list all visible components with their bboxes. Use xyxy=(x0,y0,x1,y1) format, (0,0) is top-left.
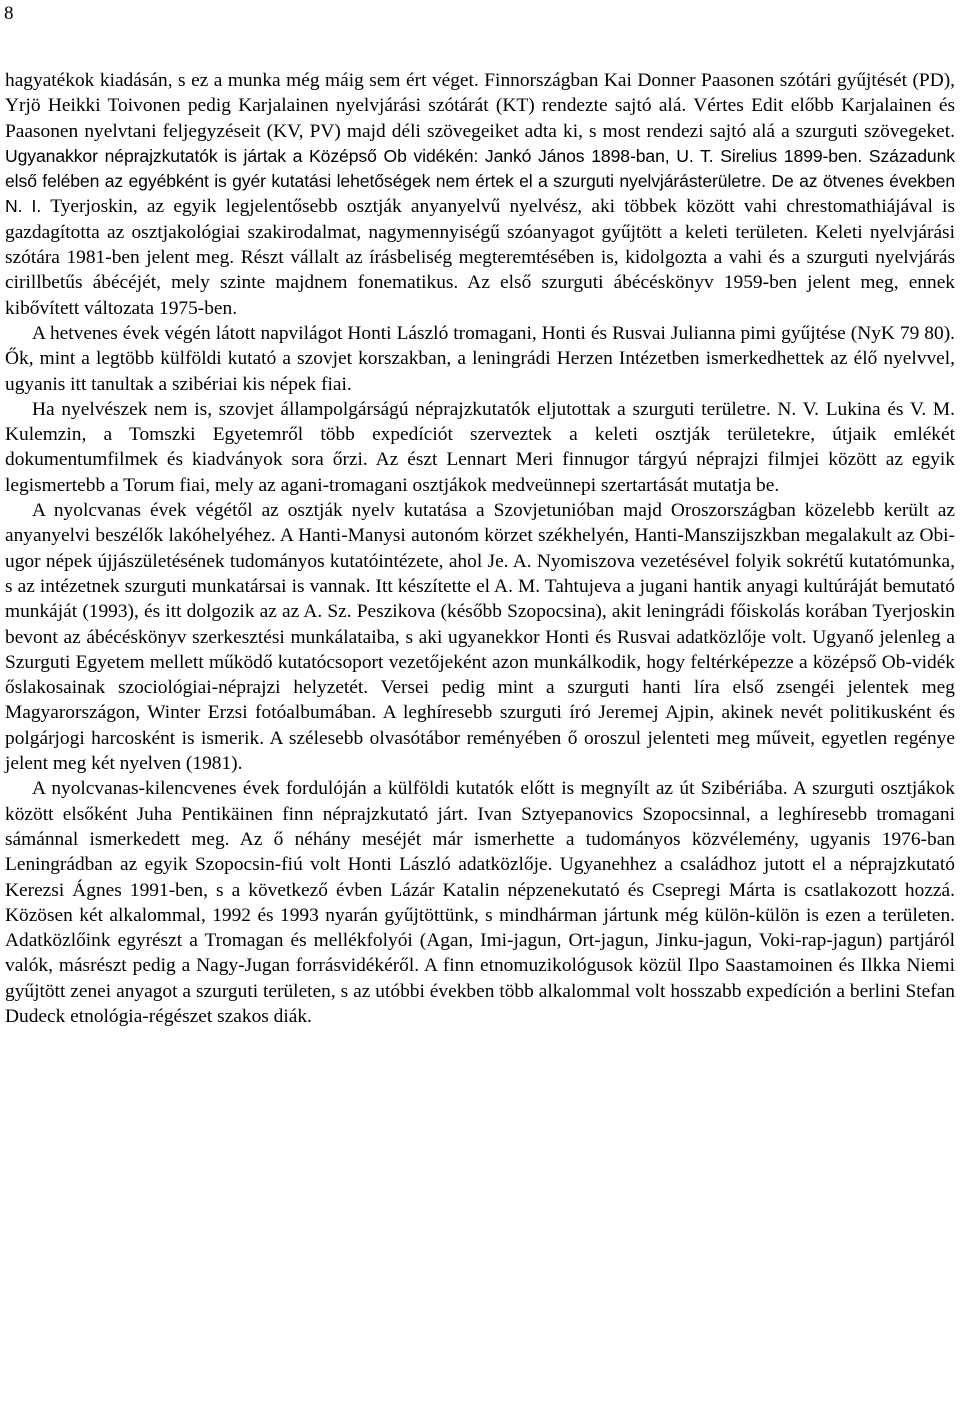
page-number: 8 xyxy=(4,3,14,24)
paragraph xyxy=(5,498,955,776)
text-run: A nyolcvanas évek végétől az osztják nyelv kutatása a Szovjetunióban majd Oroszországban közelebb került az anyanyelvi beszélők lakóhelyéhez. A Hanti-Manysi autonóm körzet székhelyén, Hanti-Manszijszkban megalakult az Obi-ugor népek újjászületésének tudományos kutatóintézete, ahol Je. A. Nyomiszova vezetésével folyik sokrétű kutatómunka, s az intézetnek szurguti munkatársai is vannak. Itt készítette el A. M. Tahtujeva a jugani hantik anyagi kultúráját bemutató munkáját (1993), és itt dolgozik az az A. Sz. Peszikova (később Szopocsina), akit leningrádi főiskolás korában Tyerjoskin bevont az ábécéskönyv szerkesztési munkálataiba, s aki ugyanekkor Honti és Rusvai adatközlője volt. Ugyanő jelenleg a Szurguti Egyetem mellett működő kutatócsoport vezetőjeként azon munkálkodik, hogy feltérképezze a középső Ob-vidék őslakosainak szociológiai-néprajzi helyzetét. Versei pedig mint a szurguti hanti líra első zsengéi jelentek meg Magyarországon, Winter Erzsi fotóalbumában. A leghíresebb szurguti író Jeremej Ajpin, akinek nevét politikusként és polgárjogi harcosként is ismerik. A szélesebb olvasótábor reményében ő oroszul jelenteti meg műveit, egyetlen regénye jelent meg két nyelven (1981). xyxy=(5,500,955,775)
text-run: hagyatékok kiadásán, s ez a munka még máig sem ért véget. Finnországban Kai Donner Paasonen szótári gyűjtését (PD), Yrjö Heikki Toivonen pedig Karjalainen nyelvjárási szótárát (KT) rendezte sajtó alá. Vértes Edit előbb Karjalainen és Paasonen nyelvtani feljegyzéseit (KV, PV) majd déli szövegeiket adta ki, s most rendezi sajtó alá a szurguti szövegeket. xyxy=(5,70,955,142)
paragraph xyxy=(5,68,955,321)
text-run: A hetvenes évek végén látott napvilágot Honti László tromagani, Honti és Rusvai Julianna pimi gyűjtése (NyK 79 80). Ők, mint a legtöbb külföldi kutató a szovjet korszakban, a leningrádi Herzen Intézetben ismerkedhettek az élő nyelvvel, ugyanis itt tanultak a szibériai kis népek fiai. xyxy=(5,322,955,395)
text-run: Tyerjoskin, az egyik legjelentősebb osztják anyanyelvű nyelvész, aki többek között vahi chrestomathiájával is gazdagította az osztjakológiai szakirodalmat, nagymennyiségű szóanyagot gyűjtött a keleti területen. Keleti nyelvjárási szótára 1981-ben jelent meg. Részt vállalt az írásbeliség megteremtésében is, kidolgozta a vahi és a szurguti nyelvjárás cirillbetűs ábécéjét, mely szinte majdnem fonematikus. Az első szurguti ábécéskönyv 1959-ben jelent meg, ennek kibővített változata 1975-ben. xyxy=(5,196,955,319)
paragraph xyxy=(5,776,955,1029)
text-run: Ugyanakkor néprajzkutatók is jártak a Középső Ob vidékén: Jankó János 1898-ban, U. T. Sirelius 1899-ben. Századunk első felében az egyébként is gyér kutatási lehetőségek nem értek el a szurguti nyelvjárásterületre. De az ötvenes években N. I. xyxy=(5,145,955,217)
text-run: Ha nyelvészek nem is, szovjet állampolgárságú néprajzkutatók eljutottak a szurguti területre. N. V. Lukina és V. M. Kulemzin, a Tomszki Egyetemről több expedíciót szerveztek a keleti osztják területekre, útjaik emlékét dokumentumfilmek és kiadványok sora őrzi. Az észt Lennart Meri finnugor tárgyú néprajzi filmjei között az egyik legismertebb a Torum fiai, mely az agani-tromagani osztjákok medveünnepi szertartását mutatja be. xyxy=(5,398,955,496)
text-run: A nyolcvanas-kilencvenes évek fordulóján a külföldi kutatók előtt is megnyílt az út Szibériába. A szurguti osztjákok között elsőként Juha Pentikäinen finn néprajzkutató járt. Ivan Sztyepanovics Szopocsinnal, a leghíresebb tromagani sámánnal ismerkedett meg. Az ő néhány meséjét már ismerhette a tudományos közvélemény, ugyanis 1976-ban Leningrádban az egyik Szopocsin-fiú volt Honti László adatközlője. Ugyanehhez a családhoz jutott el a néprajzkutató Kerezsi Ágnes 1991-ben, s a következő évben Lázár Katalin népzenekutató és Csepregi Márta is csatlakozott hozzá. Közösen két alkalommal, 1992 és 1993 nyarán gyűjtöttünk, s mindhárman jártunk még külön-külön is ezen a területen. Adatközlőink egyrészt a Tromagan és mellékfolyói (Agan, Imi-jagun, Ort-jagun, Jinku-jagun, Voki-rap-jagun) partjáról valók, másrészt pedig a Nagy-Jugan forrásvidékéről. A finn etnomuzikológusok közül Ilpo Saastamoinen és Ilkka Niemi gyűjtött zenei anyagot a szurguti területen, s az utóbbi években több alkalommal volt hosszabb expedíción a berlini Stefan Dudeck etnológia-régészet szakos diák. xyxy=(5,778,955,1027)
paragraph xyxy=(5,397,955,498)
paragraph xyxy=(5,321,955,397)
body-text xyxy=(5,68,955,1029)
